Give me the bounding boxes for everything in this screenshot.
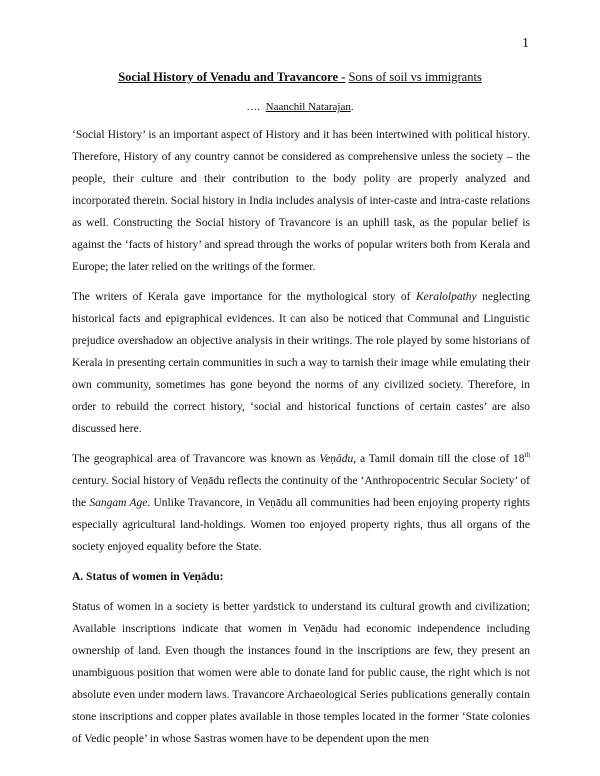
paragraph-4: Status of women in a society is better yardstick to understand its cultural growth and civilization; Available inscriptions indicate that women in Veṇādu had economic independence including ownership of land. Even though the instances found in the inscriptions are few, they present an unambiguous position that women were able to donate land for public cause, the right which is not absolute even under modern laws. Travancore Archaeological Series publications generally contain stone inscriptions and copper plates available in those temples located in the former ‘State colonies of Vedic people’ in whose Sastras women have to be dependent upon the men: [72, 601, 530, 745]
author-prefix: ….: [246, 101, 261, 113]
venadu-term: Veṇādu: [319, 453, 354, 465]
paragraph-3-text-c: century. Social history of Veṇādu reflects the continuity of the ‘Anthropocentric Secular Society’ of the: [72, 475, 530, 509]
title-subtitle: Sons of soil vs immigrants: [348, 70, 482, 84]
ordinal-suffix: th: [524, 451, 530, 460]
paragraph-2-text-b: neglecting historical facts and epigraphical evidences. It can also be noticed that Communal and Linguistic prejudice overshadow an objective analysis in their writings. The role played by some historians of Kerala in presenting certain communities in such a way to tarnish their image while emulating their own community, sometimes has gone beyond the norms of any civilized society. Therefore, in order to rebuild the correct history, ‘social and historical functions of certain castes’ are also discussed here.: [72, 291, 530, 435]
paragraph-3: [72, 448, 530, 558]
paragraph-3-text-d: . Unlike Travancore, in Veṇādu all communities had been enjoying property rights especially agricultural land-holdings. Women too enjoyed property rights, thus all organs of the society enjoyed equality before the State.: [72, 497, 530, 553]
paragraph-3-text-b: , a Tamil domain till the close of 18: [353, 453, 525, 465]
page-number: 1: [522, 36, 529, 51]
document-body: [72, 124, 530, 758]
paragraph-1: ‘Social History’ is an important aspect of History and it has been intertwined with political history. Therefore, History of any country cannot be considered as comprehensive unless the society – the people, their culture and their contribution to the body polity are properly analyzed and incorporated therein. Social history in India includes analysis of inter-caste and intra-caste relations as well. Constructing the Social history of Travancore is an uphill task, as the popular belief is against the ‘facts of history’ and spread through the works of popular writers both from Kerala and Europe; the later relied on the writings of the former.: [72, 129, 530, 273]
paragraph-3-text-a: The geographical area of Travancore was known as: [72, 453, 320, 465]
keralolpathy-term: Keralolpathy: [415, 291, 477, 303]
author-line: [0, 101, 600, 113]
section-heading: A. Status of women in Veṇādu:: [72, 571, 224, 583]
document-title: [0, 70, 600, 85]
paragraph-2: [72, 286, 530, 440]
author-suffix: .: [350, 101, 354, 113]
author-name: Naanchil Natarajan: [265, 101, 351, 113]
sangam-age-term: Sangam Age: [89, 497, 148, 509]
paragraph-2-text-a: The writers of Kerala gave importance for the mythological story of: [72, 291, 416, 303]
title-main: Social History of Venadu and Travancore -: [118, 70, 346, 84]
